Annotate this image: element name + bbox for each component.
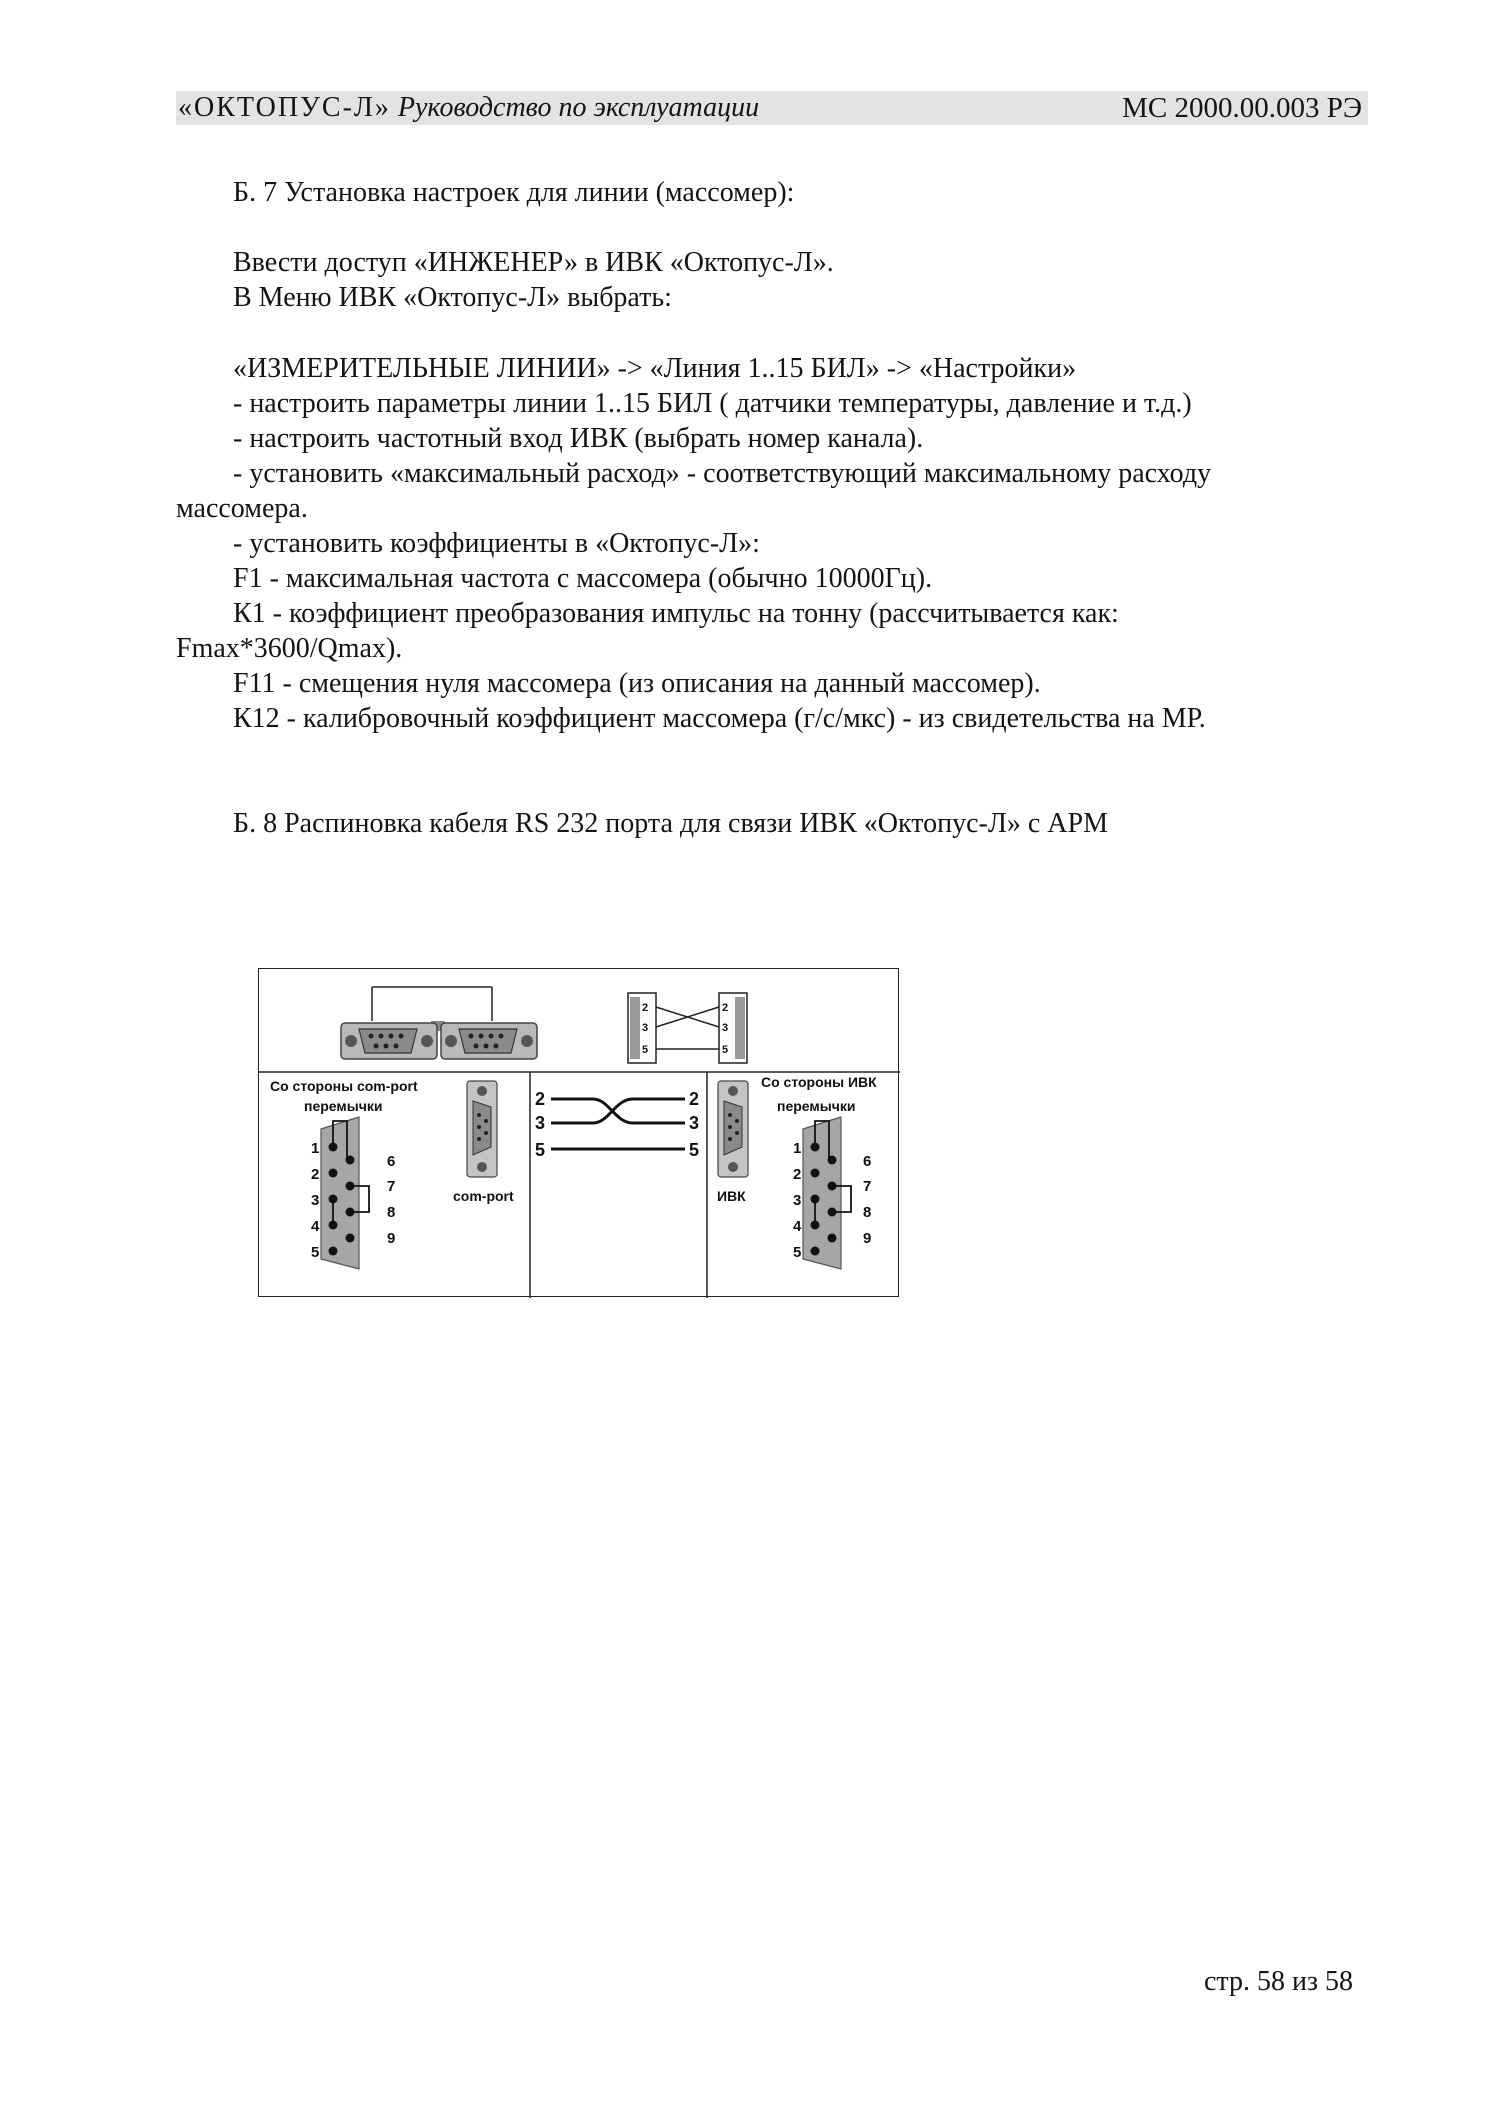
- right-pin-4: 4: [793, 1218, 802, 1235]
- svg-text:3: 3: [642, 1022, 649, 1034]
- instruction-line: - настроить частотный вход ИВК (выбрать номер канала).: [233, 423, 924, 454]
- wire-pin-left-3: 3: [535, 1113, 546, 1133]
- page-header: [176, 91, 1368, 125]
- svg-text:2: 2: [642, 1002, 649, 1014]
- header-brand: «ОКТОПУС-Л»: [178, 92, 391, 123]
- wire-pin-right-3: 3: [689, 1113, 700, 1133]
- right-db9-pinout: [793, 1117, 871, 1269]
- pinout-diagram: [259, 969, 900, 1298]
- wire-pin-left-5: 5: [535, 1140, 546, 1160]
- left-pin-1: 1: [311, 1140, 320, 1157]
- left-pin-6: 6: [387, 1153, 396, 1170]
- right-caption-2: перемычки: [777, 1098, 856, 1114]
- right-pin-7: 7: [863, 1178, 872, 1195]
- instruction-line: К1 - коэффициент преобразования импульс на тонну (рассчитывается как:: [233, 598, 1119, 629]
- db9-connectors-top: [341, 987, 537, 1059]
- rs232-wiring: [535, 1089, 699, 1160]
- instruction-line: F11 - смещения нуля массомера (из описания на данный массомер).: [233, 668, 1041, 699]
- ivk-connector-icon: [718, 1081, 748, 1177]
- left-pin-5: 5: [311, 1244, 320, 1261]
- right-caption-1: Со стороны ИВК: [761, 1074, 877, 1090]
- instruction-line: F1 - максимальная частота с массомера (обычно 10000Гц).: [233, 563, 933, 594]
- instruction-line: - настроить параметры линии 1..15 БИЛ ( датчики температуры, давление и т.д.): [233, 388, 1192, 419]
- right-pin-3: 3: [793, 1192, 802, 1209]
- menu-path-line: «ИЗМЕРИТЕЛЬНЫЕ ЛИНИИ» -> «Линия 1..15 БИЛ» -> «Настройки»: [233, 353, 1077, 384]
- right-pin-8: 8: [863, 1204, 872, 1221]
- wire-pin-left-2: 2: [535, 1089, 546, 1109]
- instruction-line: - установить «максимальный расход» - соответствующий максимальному расходу: [233, 458, 1212, 489]
- header-manual-title: Руководство по эксплуатации: [390, 92, 760, 123]
- left-pin-4: 4: [311, 1218, 320, 1235]
- left-pin-7: 7: [387, 1178, 396, 1195]
- left-pin-8: 8: [387, 1204, 396, 1221]
- section-b7-title: Б. 7 Установка настроек для линии (массомер):: [233, 177, 795, 208]
- header-title: [178, 92, 759, 124]
- svg-text:5: 5: [642, 1044, 649, 1056]
- page-number: стр. 58 из 58: [1204, 1966, 1354, 1997]
- left-pin-2: 2: [311, 1166, 320, 1183]
- right-pin-6: 6: [863, 1153, 872, 1170]
- right-pin-2: 2: [793, 1166, 802, 1183]
- left-caption-2: перемычки: [304, 1098, 383, 1114]
- left-pin-9: 9: [387, 1230, 396, 1247]
- com-port-connector-icon: [467, 1081, 497, 1177]
- svg-text:3: 3: [722, 1022, 729, 1034]
- section-b8-title: Б. 8 Распиновка кабеля RS 232 порта для связи ИВК «Октопус-Л» с АРМ: [233, 808, 1108, 839]
- ivk-label: ИВК: [717, 1188, 746, 1204]
- svg-text:5: 5: [722, 1044, 729, 1056]
- instruction-line: В Меню ИВК «Октопус-Л» выбрать:: [233, 282, 672, 313]
- svg-text:2: 2: [722, 1002, 729, 1014]
- com-port-label: com-port: [453, 1188, 514, 1204]
- instruction-line: К12 - калибровочный коэффициент массомера (г/с/мкс) - из свидетельства на МР.: [233, 703, 1206, 734]
- instruction-line: массомера.: [176, 493, 308, 524]
- right-pin-9: 9: [863, 1230, 872, 1247]
- right-pin-5: 5: [793, 1244, 802, 1261]
- wire-pin-right-2: 2: [689, 1089, 700, 1109]
- instruction-line: Ввести доступ «ИНЖЕНЕР» в ИВК «Октопус-Л».: [233, 247, 834, 278]
- right-pin-1: 1: [793, 1140, 802, 1157]
- wire-pin-right-5: 5: [689, 1140, 700, 1160]
- rs232-pinout-figure: [258, 968, 899, 1297]
- instruction-line: Fmax*3600/Qmax).: [176, 633, 403, 664]
- left-db9-pinout: [311, 1117, 395, 1269]
- instruction-line: - установить коэффициенты в «Октопус-Л»:: [233, 528, 760, 559]
- left-pin-3: 3: [311, 1192, 320, 1209]
- crossover-schematic-top: [628, 993, 747, 1063]
- header-doc-code: МС 2000.00.003 РЭ: [1122, 92, 1362, 124]
- left-caption-1: Со стороны com-port: [270, 1078, 418, 1094]
